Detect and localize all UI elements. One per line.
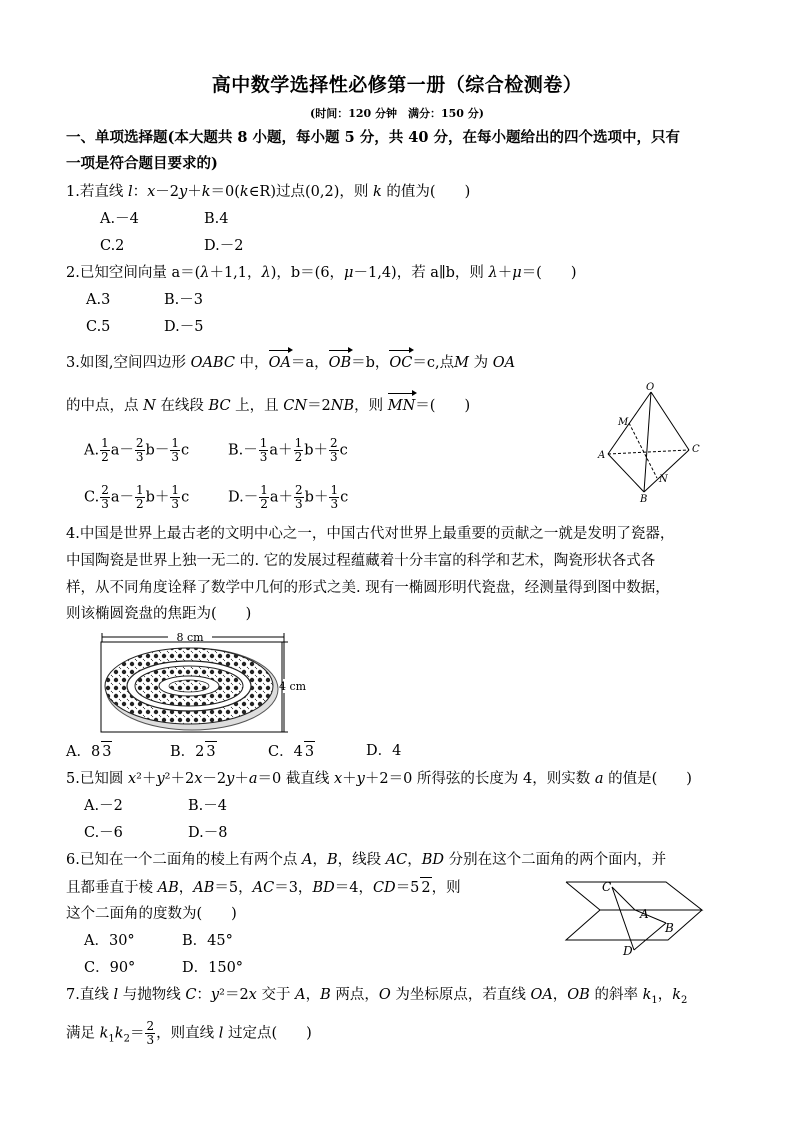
label-D: D: [623, 944, 633, 958]
question-4-stem-line3: 样，从不同角度诠释了数学中几何的形式之美. 现有一椭圆形明代瓷盘，经测量得到图中数据，: [66, 580, 670, 596]
question-3-option-d[interactable]: D.－ $\frac{1}{2}$ a＋ $\frac{2}{3}$ b＋ $\frac{1}{3}$ c: [228, 483, 349, 511]
label-B: B: [665, 921, 674, 935]
question-7-stem-line2: 满足 $k_1k_2=$ $\frac{2}{3}$ ，则直线 l 过定点( ): [66, 1019, 312, 1047]
question-5-option-d[interactable]: D.－8: [188, 825, 228, 841]
question-3-stem-cont: 的中点，点 N 在线段 BC 上，且 CN＝2NB，则 MN＝( ): [66, 398, 471, 414]
tetrahedron-figure: [596, 380, 706, 505]
section-heading-cont: 一项是符合题目要求的): [66, 155, 218, 172]
question-6-option-c[interactable]: C．90°: [84, 960, 136, 976]
question-6-option-a[interactable]: A．30°: [84, 933, 135, 949]
dihedral-angle-figure: [560, 878, 710, 960]
question-4-stem-line4: 则该椭圆瓷盘的焦距为( ): [66, 606, 252, 622]
question-2-option-c[interactable]: C.5: [86, 319, 111, 335]
question-2-stem: 2.已知空间向量 a＝(λ＋1,1，λ)，b＝(6，μ－1,4)，若 a∥b，则 λ＋μ＝( ): [66, 265, 577, 281]
section-heading: 一、单项选择题(本大题共 8 小题，每小题 5 分，共 40 分，在每小题给出的四个选项中，只有: [66, 129, 681, 146]
height-dimension-label: 4 cm: [279, 680, 307, 693]
page-title: 高中数学选择性必修第一册（综合检测卷）: [211, 74, 583, 96]
label-M: M: [618, 417, 629, 428]
question-2-option-b[interactable]: B.－3: [164, 292, 203, 308]
question-5-option-c[interactable]: C.－6: [84, 825, 123, 841]
question-3-option-c[interactable]: C. $\frac{2}{3}$ a－ $\frac{1}{2}$ b＋ $\frac{1}{3}$ c: [84, 483, 190, 511]
ellipse-plate-figure: [96, 628, 316, 736]
label-A: A: [598, 450, 606, 461]
question-1-stem: 1.若直线 l：x－2y＋k＝0(k∈R)过点(0,2)，则 k 的值为( ): [66, 184, 471, 200]
label-O: O: [646, 382, 655, 393]
question-4-option-b[interactable]: B．2 3: [170, 741, 217, 762]
question-2-option-d[interactable]: D.－5: [164, 319, 204, 335]
page-subtitle: (时间：120 分钟 满分：150 分): [310, 107, 484, 120]
width-dimension-label: 8 cm: [176, 631, 204, 644]
question-5-option-b[interactable]: B.－4: [188, 798, 227, 814]
label-C: C: [602, 880, 612, 894]
question-6-stem-line2: 且都垂直于棱 AB，AB＝5，AC＝3，BD＝4，CD＝5 2，则: [66, 877, 461, 898]
label-B: B: [640, 494, 648, 505]
question-6-stem-line3: 这个二面角的度数为( ): [66, 906, 237, 922]
question-6-option-d[interactable]: D．150°: [182, 960, 244, 976]
question-6-option-b[interactable]: B．45°: [182, 933, 233, 949]
question-1-option-b[interactable]: B.4: [204, 211, 229, 227]
question-1-option-d[interactable]: D.－2: [204, 238, 244, 254]
question-1-option-c[interactable]: C.2: [100, 238, 125, 254]
question-4-option-d[interactable]: D．4: [366, 743, 402, 759]
question-6-stem-line1: 6.已知在一个二面角的棱上有两个点 A，B，线段 AC，BD 分别在这个二面角的两个面内，并: [66, 852, 667, 868]
label-A: A: [640, 907, 649, 921]
question-4-option-c[interactable]: C．4 3: [268, 741, 315, 762]
question-3-option-b[interactable]: B.－ $\frac{1}{3}$ a＋ $\frac{1}{2}$ b＋ $\frac{2}{3}$ c: [228, 436, 348, 464]
question-1-option-a[interactable]: A.－4: [100, 211, 139, 227]
question-4-option-a[interactable]: A．8 3: [66, 741, 112, 762]
label-N: N: [659, 474, 668, 485]
question-5-stem: 5.已知圆 x²＋y²＋2x－2y＋a＝0 截直线 x＋y＋2＝0 所得弦的长度为 4，则实数 a 的值是( ): [66, 771, 692, 787]
question-2-option-a[interactable]: A.3: [86, 292, 111, 308]
question-4-stem-line1: 4.中国是世界上最古老的文明中心之一，中国古代对世界上最重要的贡献之一就是发明了瓷器，: [66, 526, 675, 542]
question-3-option-a[interactable]: A. $\frac{1}{2}$ a－ $\frac{2}{3}$ b－ $\frac{1}{3}$ c: [84, 436, 190, 464]
question-7-stem-line1: 7.直线 l 与抛物线 C：y²＝2x 交于 A，B 两点，O 为坐标原点，若直线 OA，OB 的斜率 $k_1$，$k_2$: [66, 987, 688, 1006]
question-5-option-a[interactable]: A.－2: [84, 798, 123, 814]
question-3-stem: 3.如图,空间四边形 OABC 中，OA＝a，OB＝b，OC＝c,点M 为 OA: [66, 355, 516, 371]
question-4-stem-line2: 中国陶瓷是世界上独一无二的. 它的发展过程蕴藏着十分丰富的科学和艺术，陶瓷形状各式各: [66, 553, 656, 569]
label-C: C: [692, 444, 700, 455]
